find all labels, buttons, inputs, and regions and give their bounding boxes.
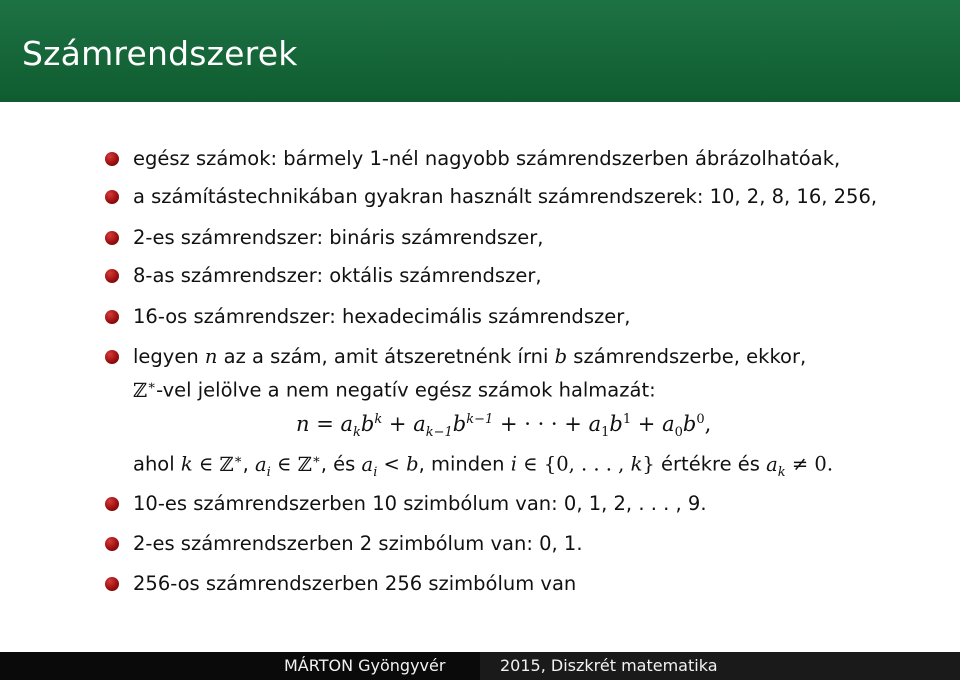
- var-n: n: [204, 345, 218, 368]
- text-mid: az a szám, amit átszeretnénk írni: [217, 345, 555, 368]
- bullet-icon: [105, 537, 119, 551]
- list-item: 16-os számrendszer: hexadecimális számrendszer,: [133, 305, 631, 328]
- text-legyen: legyen: [133, 345, 205, 368]
- list-item: a számítástechnikában gyakran használt számrendszerek: 10, 2, 8, 16, 256,: [133, 185, 878, 208]
- bullet-icon: [105, 497, 119, 511]
- formula-expansion: $n = a_kb^k + a_{k-1}b^{k-1}$ + · · · + $a_1b^1 + a_0b^0$,: [296, 412, 712, 441]
- formula-conditions: ahol k ∈ ℤ∗, $a_i$ ∈ ℤ∗, és $a_i < b$, minden i ∈ {0, . . . , k} értékre és $a_k \ne 0$.: [133, 452, 834, 480]
- footer-bar: [0, 652, 960, 680]
- bullet-icon: [105, 231, 119, 245]
- var-b: b: [554, 345, 568, 368]
- math-zstar: ℤ∗: [133, 378, 157, 402]
- footer-author: MÁRTON Gyöngyvér: [284, 656, 446, 675]
- text-end: számrendszerbe, ekkor,: [567, 345, 807, 368]
- title-bar: [0, 0, 960, 102]
- bullet-icon: [105, 350, 119, 364]
- list-item: 2-es számrendszer: bináris számrendszer,: [133, 226, 544, 249]
- slide-title: Számrendszerek: [22, 34, 298, 73]
- list-item: 256-os számrendszerben 256 szimbólum van: [133, 572, 577, 595]
- list-item-continuation: [133, 372, 656, 405]
- bullet-icon: [105, 152, 119, 166]
- bullet-icon: [105, 310, 119, 324]
- footer-course: 2015, Diszkrét matematika: [500, 656, 718, 675]
- bullet-icon: [105, 577, 119, 591]
- list-item: 10-es számrendszerben 10 szimbólum van: 0, 1, 2, . . . , 9.: [133, 492, 707, 515]
- text-zstar-suffix: -vel jelölve a nem negatív egész számok halmazát:: [156, 378, 656, 402]
- list-item: egész számok: bármely 1-nél nagyobb számrendszerben ábrázolhatóak,: [133, 147, 841, 170]
- list-item: 2-es számrendszerben 2 szimbólum van: 0, 1.: [133, 532, 583, 555]
- bullet-icon: [105, 269, 119, 283]
- bullet-icon: [105, 190, 119, 204]
- list-item: 8-as számrendszer: oktális számrendszer,: [133, 264, 542, 287]
- list-item-definition: [133, 343, 806, 371]
